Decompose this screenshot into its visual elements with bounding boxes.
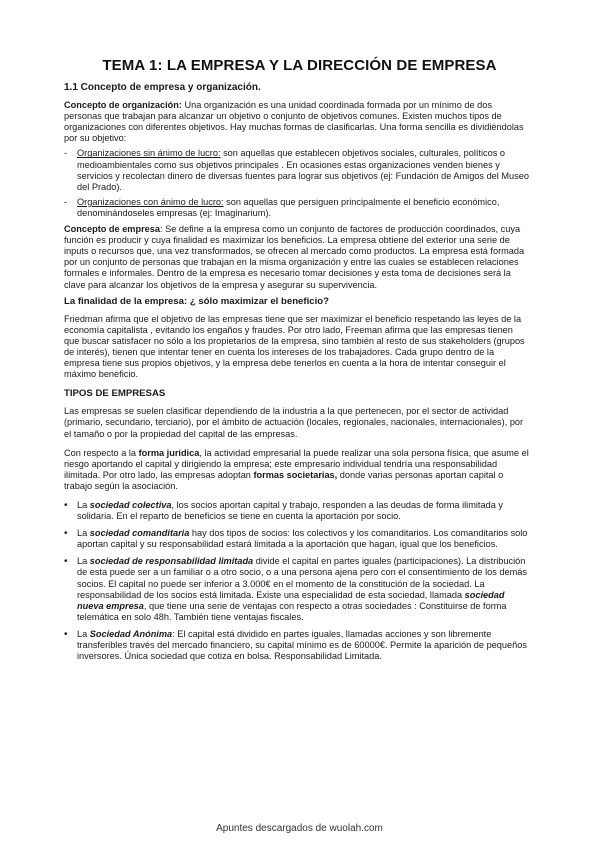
company-concept-text: : Se define a la empresa como un conjunto de factores de producción coordinados, cuya función es producir y cuya finalidad es maximizar los beneficios. La empresa obtiene del exterior una serie de inputs o recursos que, una vez transformados, se ofrecen al mercado como productos. La empresa está formada por un conjunto de personas que trabajan en la misma organización y entre las cuales se establecen relaciones formales e informales. Dentro de la empresa es necesario tomar decisiones y esta toma de decisiones será la clave para alcanzar los objetivos de la empresa y asegurar su supervivencia. [64,224,525,290]
purpose-paragraph: Friedman afirma que el objetivo de las empresas tiene que ser maximizar el beneficio respetando las leyes de la economía capitalista , evitando los engaños y fraudes. Por otro lado, Freeman afirma que las empresas tienen que buscar satisfacer no sólo a los propietarios de la empresa, sino también al resto de sus stakeholders (grupos de interés), tienen que intentar tener en cuenta los intereses de los trabajadores. Cada grupo dentro de la empresa tiene sus propios objetivos, y la empresa debe tenerlos en cuenta a la hora de intentar conseguir el máximo beneficio. [64,313,525,380]
list-item [64,629,530,662]
org-type-label: Organizaciones sin ánimo de lucro: [77,148,221,159]
company-types-list [64,500,530,662]
bullet-text: hay dos tipos de socios: los colectivos y los comanditarios. Los comanditarios solo aportan capital y su responsabilidad estará limitada a la aportación que hagan, igual que los beneficios. [77,528,528,550]
purpose-heading: La finalidad de la empresa: ¿ sólo maximizar el beneficio? [64,295,329,307]
bullet-marker: • [64,500,68,511]
document-body [64,82,530,668]
org-types-list [64,148,530,219]
list-item [64,528,530,550]
legal-form-bold: forma jurídica [138,447,200,458]
bullet-marker: • [64,628,68,640]
bullet-text: La [77,528,90,539]
org-concept-text: Una organización es una unidad coordinada formada por un mínimo de dos personas que trabajan para alcanzar un objetivo o conjunto de objetivos comunes. Existen muchos tipos de organizaciones con diferentes objetivos. Hay muchas formas de clasificarlas. Una forma sencilla es dividiéndolas por su objetivo: [64,100,524,144]
company-concept-paragraph [64,224,530,291]
list-item [64,500,530,522]
dash-marker: - [64,148,68,159]
legal-form-text: , la actividad empresarial la puede realizar una sola persona física, que asume el riesgo aportando el capital y dirigiendo la empresa; este empresario individual tendría una responsabilidad ilimitada. Por otro lado, las empresas adoptan [64,447,529,480]
bullet-text: divide el capital en partes iguales (participaciones). La distribución de esta puede ser a un familiar o a otro socio, o a una persona ajena pero con el consentimiento de los demás socios. El capital no puede ser inferior a 3.000€ en el momento de la constitución de la sociedad. La responsabilidad de los socios está limitada. Existe una especialidad de esta sociedad, llamada [77,556,527,600]
list-item [64,556,530,623]
org-type-text: son aquellas que persiguen principalmente el beneficio económico, denominándoseles empresas (ej: Imaginarium). [77,196,500,218]
bullet-text: La [77,556,90,567]
bullet-marker: • [64,528,68,540]
section-heading: 1.1 Concepto de empresa y organización. [64,82,261,93]
org-type-text: son aquellas que establecen objetivos sociales, culturales, políticos o medioambientales como sus objetivos principales . En ocasiones estas organizaciones venden bienes y servicios y recolectan dinero de diversas fuentes para lograr sus objetivos (ej: Fundación de Amigos del Museo del Prado). [77,148,529,192]
org-concept-paragraph [64,100,530,144]
list-item [64,197,530,219]
legal-form-text: donde varias personas aportan capital o trabajo según la asociación. [64,469,504,491]
corporate-forms-bold: formas societarias, [253,469,338,480]
company-type-name: Sociedad Anónima [89,628,173,639]
company-concept-label: Concepto de empresa [64,224,160,235]
list-item [64,148,530,192]
org-type-label: Organizaciones con ánimo de lucro: [77,196,224,207]
bullet-text: : El capital está dividido en partes iguales, llamadas acciones y son libremente transferibles través del mercado financiero, su capital mínimo es de 60000€. Permite la aparición de pequeños inversores. Única sociedad que cotiza en bolsa. Responsabilidad Limitada. [77,628,527,662]
company-type-name: sociedad comanditaria [89,528,190,539]
org-concept-label: Concepto de organización: [64,100,182,111]
company-type-name: sociedad nueva empresa [77,589,505,611]
page-footer: Apuntes descargados de wuolah.com [216,823,383,834]
bullet-text: , que tiene una serie de ventajas con respecto a otras sociedades : Constituirse de forma telemática en solo 48h. También tiene ventajas fiscales. [77,600,507,622]
company-type-name: sociedad colectiva [89,500,172,510]
bullet-text: La [77,628,90,639]
bullet-text: , los socios aportan capital y trabajo, responden a las deudas de forma ilimitada y solidaria. En el reparto de beneficios se tiene en cuenta la aportación por socio. [77,500,503,522]
bullet-text: La [77,500,90,510]
company-type-name: sociedad de responsabilidad limitada [89,556,254,567]
bullet-marker: • [64,556,68,568]
dash-marker: - [64,196,68,207]
legal-form-text: Con respecto a la [64,447,139,458]
company-types-heading: TIPOS DE EMPRESAS [64,388,166,400]
page-title: TEMA 1: LA EMPRESA Y LA DIRECCIÓN DE EMPRESA [102,57,497,74]
legal-form-paragraph [64,448,530,492]
company-types-intro: Las empresas se suelen clasificar dependiendo de la industria a la que pertenecen, por el sector de actividad (primario, secundario, terciario), por el ámbito de actuación (locales, regionales, nacionales, internacionales), por el tamaño o por la propiedad del capital de las empresas. [64,406,524,439]
